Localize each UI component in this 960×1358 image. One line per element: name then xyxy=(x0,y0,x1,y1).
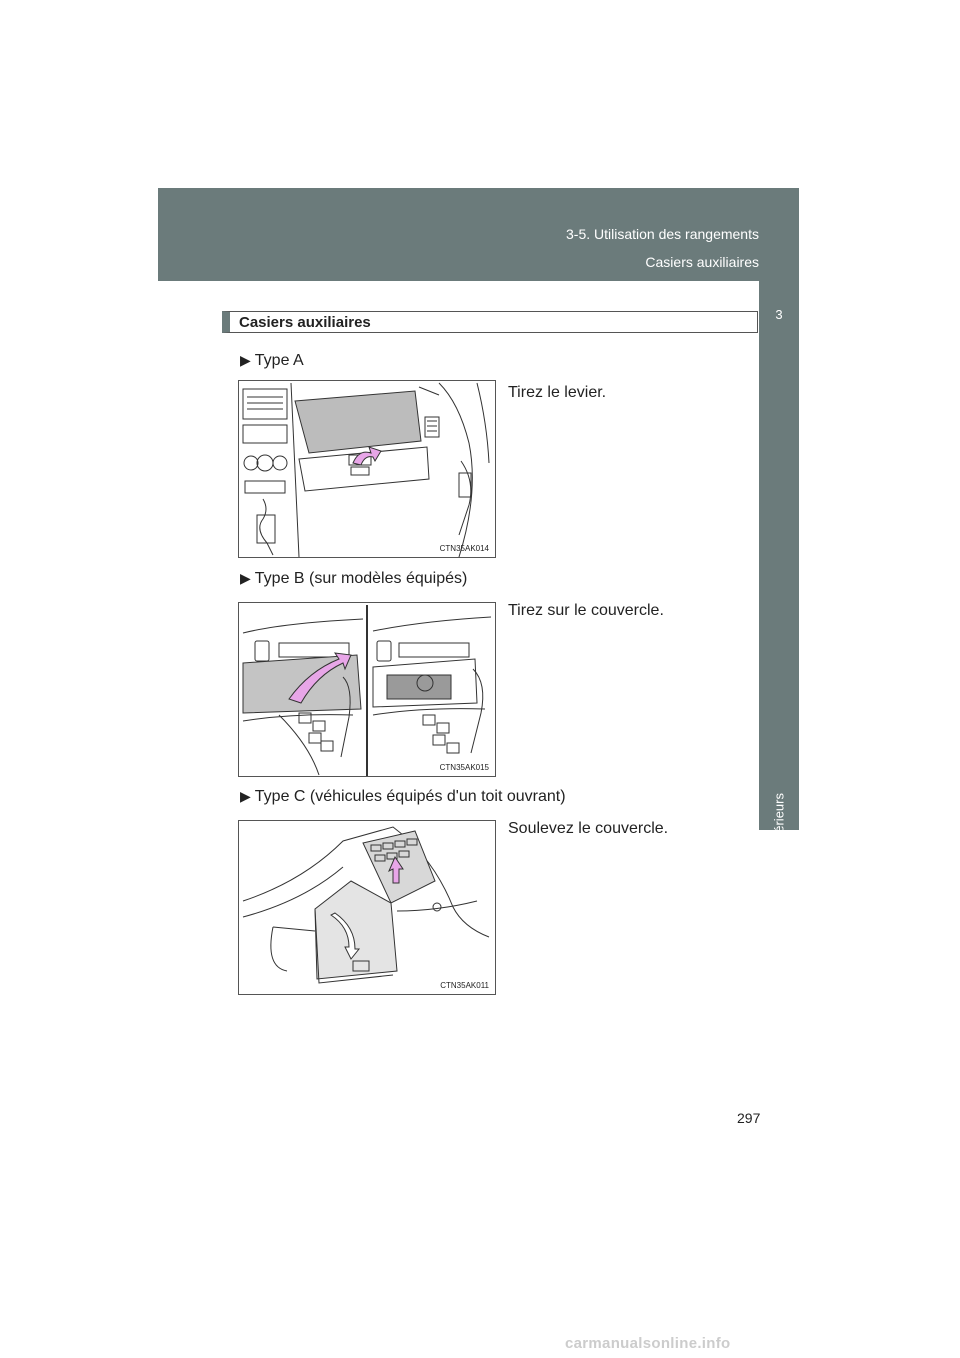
header-section-title: 3-5. Utilisation des rangements xyxy=(566,226,759,242)
type-b-instruction: Tirez sur le couvercle. xyxy=(508,602,664,619)
chapter-label: Équipements intérieurs xyxy=(771,793,787,926)
watermark: carmanualsonline.info xyxy=(565,1335,731,1352)
header-topic-title: Casiers auxiliaires xyxy=(645,254,759,270)
type-c-label: Type C (véhicules équipés d'un toit ouvrant) xyxy=(254,788,566,805)
chapter-side-tab xyxy=(759,281,799,926)
section-title: Casiers auxiliaires xyxy=(239,314,371,331)
figure-code: CTN35AK011 xyxy=(440,981,489,990)
figure-code: CTN35AK014 xyxy=(439,544,489,553)
type-c-heading xyxy=(240,788,566,806)
type-b-label: Type B (sur modèles équipés) xyxy=(254,570,468,587)
figure-code: CTN35AK015 xyxy=(439,763,489,772)
glovebox-lever-illustration xyxy=(239,381,495,557)
pull-arrow-icon xyxy=(353,447,381,465)
triangle-bullet-icon: ▶ xyxy=(240,352,251,368)
chapter-label-wrap xyxy=(761,793,797,926)
section-heading-box xyxy=(222,311,758,333)
page-number: 297 xyxy=(737,1110,761,1126)
triangle-bullet-icon: ▶ xyxy=(240,788,251,804)
type-b-heading xyxy=(240,570,467,588)
type-a-label: Type A xyxy=(254,352,304,369)
type-a-heading xyxy=(240,352,304,370)
chapter-number: 3 xyxy=(775,307,783,322)
type-b-figure xyxy=(238,602,496,777)
type-a-figure xyxy=(238,380,496,558)
type-c-figure xyxy=(238,820,496,995)
cover-pull-illustration xyxy=(239,603,495,776)
overhead-console-illustration xyxy=(239,821,495,994)
header-band xyxy=(158,188,799,281)
type-a-instruction: Tirez le levier. xyxy=(508,384,607,401)
triangle-bullet-icon: ▶ xyxy=(240,570,251,586)
type-c-instruction: Soulevez le couvercle. xyxy=(508,820,669,837)
